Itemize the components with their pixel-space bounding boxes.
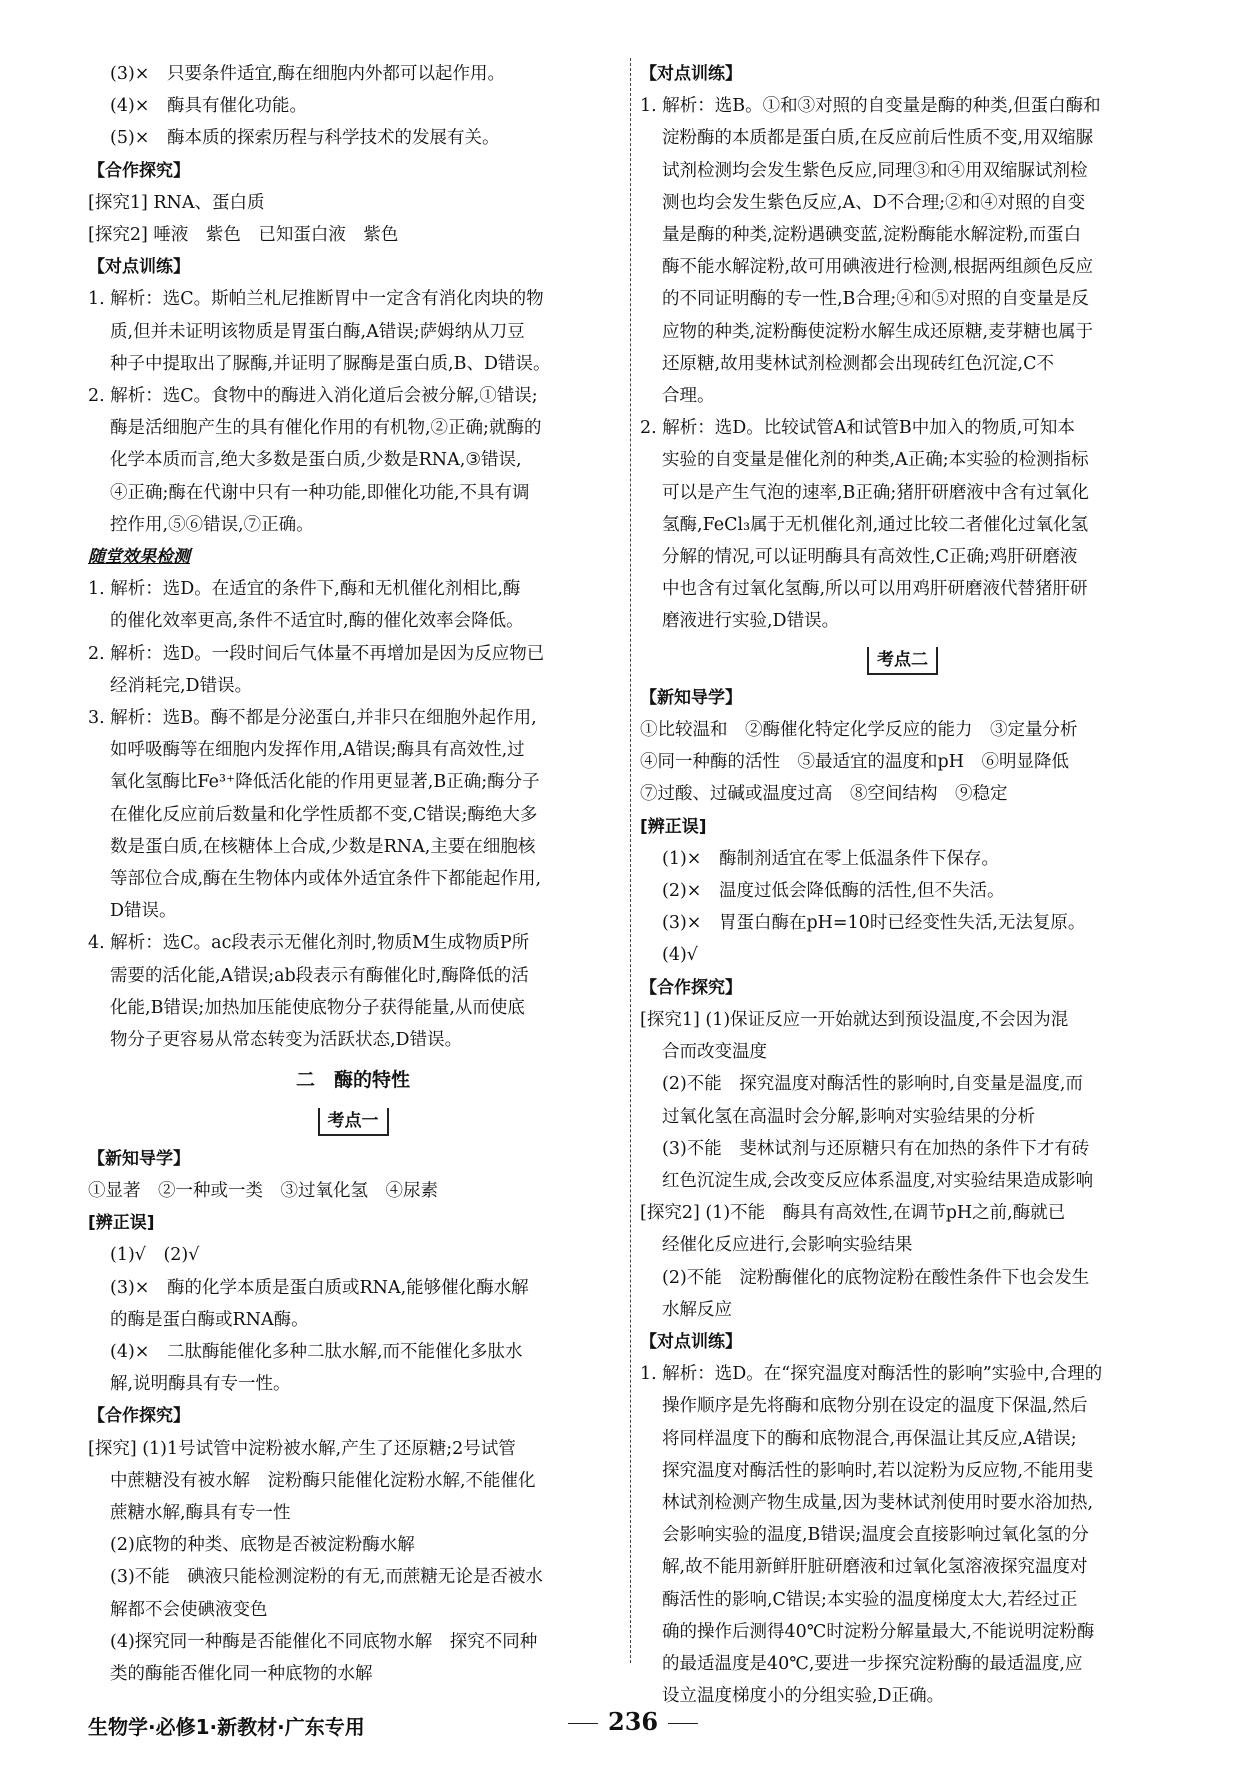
dash-left bbox=[568, 1723, 598, 1724]
left-line: 【对点训练】 bbox=[88, 257, 190, 278]
book-title: 生物学·必修1·新教材·广东专用 bbox=[88, 1715, 365, 1739]
right-line: 的不同证明酶的专一性,B合理;④和⑤对照的自变量是反 bbox=[662, 289, 1089, 310]
right-line: 1. 解析：选B。①和③对照的自变量是酶的种类,但蛋白酶和 bbox=[640, 96, 1101, 117]
right-line: 【对点训练】 bbox=[640, 64, 742, 84]
left-line: 数是蛋白质,在核糖体上合成,少数是RNA,主要在细胞核 bbox=[110, 836, 536, 857]
right-line: 淀粉酶的本质都是蛋白质,在反应前后性质不变,用双缩脲 bbox=[662, 128, 1094, 149]
left-line: [辨正误] bbox=[88, 1213, 155, 1234]
left-line: 【新知导学】 bbox=[88, 1148, 190, 1169]
left-line: 解都不会使碘液变色 bbox=[110, 1599, 268, 1620]
left-line: (4)× 二肽酶能催化多种二肽水解,而不能催化多肽水 bbox=[110, 1341, 523, 1362]
left-line: 1. 解析：选C。斯帕兰札尼推断胃中一定含有消化肉块的物 bbox=[88, 289, 544, 310]
right-line: 【新知导学】 bbox=[640, 687, 742, 708]
right-line: 操作顺序是先将酶和底物分别在设定的温度下保温,然后 bbox=[662, 1396, 1088, 1417]
left-line: [探究1] RNA、蛋白质 bbox=[88, 192, 265, 213]
left-line: 氧化氢酶比Fe³⁺降低活化能的作用更显著,B正确;酶分子 bbox=[110, 772, 540, 793]
right-line: 探究温度对酶活性的影响时,若以淀粉为反应物,不能用斐 bbox=[662, 1460, 1094, 1481]
right-line: 合而改变温度 bbox=[662, 1042, 767, 1063]
right-line: 2. 解析：选D。比较试管A和试管B中加入的物质,可知本 bbox=[640, 418, 1075, 439]
left-line: (4)× 酶具有催化功能。 bbox=[110, 96, 307, 117]
right-line: ①比较温和 ②酶催化特定化学反应的能力 ③定量分析 bbox=[640, 720, 1078, 741]
right-line: 的最适温度是40℃,要进一步探究淀粉酶的最适温度,应 bbox=[662, 1653, 1083, 1674]
left-line: 控作用,⑤⑥错误,⑦正确。 bbox=[110, 514, 314, 535]
right-line: 会影响实验的温度,B错误;温度会直接影响过氧化氢的分 bbox=[662, 1525, 1089, 1546]
right-line: 量是酶的种类,淀粉遇碘变蓝,淀粉酶能水解淀粉,而蛋白 bbox=[662, 225, 1082, 246]
left-line: (2)底物的种类、底物是否被淀粉酶水解 bbox=[110, 1535, 415, 1556]
left-line: 2. 解析：选C。食物中的酶进入消化道后会被分解,①错误; bbox=[88, 386, 538, 407]
left-line: 的酶是蛋白酶或RNA酶。 bbox=[110, 1309, 309, 1330]
right-line: [辨正误] bbox=[640, 816, 707, 837]
left-line: 4. 解析：选C。ac段表示无催化剂时,物质M生成物质P所 bbox=[88, 933, 530, 954]
right-line: (4)√ bbox=[662, 945, 698, 966]
page-number-wrap bbox=[558, 1707, 708, 1736]
right-line: [探究1] (1)保证反应一开始就达到预设温度,不会因为混 bbox=[640, 1009, 1069, 1030]
left-line: 经消耗完,D错误。 bbox=[110, 675, 253, 696]
left-line: 3. 解析：选B。酶不都是分泌蛋白,并非只在细胞外起作用, bbox=[88, 708, 537, 729]
left-line: D错误。 bbox=[110, 901, 177, 922]
right-line: 水解反应 bbox=[662, 1299, 732, 1320]
right-line: (1)× 酶制剂适宜在零上低温条件下保存。 bbox=[662, 848, 999, 869]
right-line: 测也均会发生紫色反应,A、D不合理;②和④对照的自变 bbox=[662, 192, 1086, 213]
right-line: 中也含有过氧化氢酶,所以可以用鸡肝研磨液代替猪肝研 bbox=[662, 579, 1088, 600]
left-line: (3)× 酶的化学本质是蛋白质或RNA,能够催化酶水解 bbox=[110, 1277, 529, 1298]
left-line: (5)× 酶本质的探索历程与科学技术的发展有关。 bbox=[110, 128, 500, 149]
left-column bbox=[88, 58, 618, 1690]
right-line: 解,故不能用新鲜肝脏研磨液和过氧化氢溶液探究温度对 bbox=[662, 1557, 1088, 1578]
right-line: (2)× 温度过低会降低酶的活性,但不失活。 bbox=[662, 881, 1005, 902]
right-line: 将同样温度下的酶和底物混合,再保温让其反应,A错误; bbox=[662, 1428, 1077, 1449]
page-number: 236 bbox=[608, 1707, 659, 1736]
right-line: 磨液进行实验,D错误。 bbox=[662, 611, 840, 632]
column-divider bbox=[630, 58, 631, 1663]
left-line: [探究2] 唾液 紫色 已知蛋白液 紫色 bbox=[88, 225, 399, 246]
right-line bbox=[640, 644, 1165, 676]
right-line: (2)不能 淀粉酶催化的底物淀粉在酸性条件下也会发生 bbox=[662, 1267, 1090, 1288]
right-line: 试剂检测均会发生紫色反应,同理③和④用双缩脲试剂检 bbox=[662, 160, 1088, 181]
left-line: 种子中提取出了脲酶,并证明了脲酶是蛋白质,B、D错误。 bbox=[110, 353, 551, 374]
left-line: 等部位合成,酶在生物体内或体外适宜条件下都能起作用, bbox=[110, 869, 542, 890]
right-line: 实验的自变量是催化剂的种类,A正确;本实验的检测指标 bbox=[662, 450, 1089, 471]
left-line: ①显著 ②一种或一类 ③过氧化氢 ④尿素 bbox=[88, 1180, 438, 1201]
right-line: 确的操作后测得40℃时淀粉分解量最大,不能说明淀粉酶 bbox=[662, 1621, 1095, 1642]
left-line: 2. 解析：选D。一段时间后气体量不再增加是因为反应物已 bbox=[88, 643, 545, 664]
left-line: 二 酶的特性 bbox=[295, 1069, 410, 1092]
left-line: 物分子更容易从常态转变为活跃状态,D错误。 bbox=[110, 1030, 463, 1051]
right-line: 分解的情况,可以证明酶具有高效性,C正确;鸡肝研磨液 bbox=[662, 547, 1078, 568]
right-line: [探究2] (1)不能 酶具有高效性,在调节pH之前,酶就已 bbox=[640, 1203, 1066, 1224]
right-line: ⑦过酸、过碱或温度过高 ⑧空间结构 ⑨稳定 bbox=[640, 784, 1008, 805]
left-line: 在催化反应前后数量和化学性质都不变,C错误;酶绝大多 bbox=[110, 804, 538, 825]
left-line: ④正确;酶在代谢中只有一种功能,即催化功能,不具有调 bbox=[110, 482, 530, 503]
right-line: ④同一种酶的活性 ⑤最适宜的温度和pH ⑥明显降低 bbox=[640, 752, 1069, 773]
left-line: [探究] (1)1号试管中淀粉被水解,产生了还原糖;2号试管 bbox=[88, 1438, 516, 1459]
left-line: 化能,B错误;加热加压能使底物分子获得能量,从而使底 bbox=[110, 997, 525, 1018]
right-column bbox=[640, 58, 1165, 1712]
right-line: 酶活性的影响,C错误;本实验的温度梯度太大,若经过正 bbox=[662, 1589, 1078, 1610]
dash-right bbox=[668, 1723, 698, 1724]
left-line: 化学本质而言,绝大多数是蛋白质,少数是RNA,③错误, bbox=[110, 450, 522, 471]
left-line: 如呼吸酶等在细胞内发挥作用,A错误;酶具有高效性,过 bbox=[110, 740, 525, 761]
right-line: (3)不能 斐林试剂与还原糖只有在加热的条件下才有砖 bbox=[662, 1138, 1090, 1159]
left-line: 中蔗糖没有被水解 淀粉酶只能催化淀粉水解,不能催化 bbox=[110, 1470, 536, 1491]
left-line: 的催化效率更高,条件不适宜时,酶的催化效率会降低。 bbox=[110, 611, 524, 632]
right-line: 林试剂检测产物生成量,因为斐林试剂使用时要水浴加热, bbox=[662, 1492, 1094, 1513]
page-footer bbox=[88, 1705, 1168, 1745]
right-line: 酶不能水解淀粉,故可用碘液进行检测,根据两组颜色反应 bbox=[662, 257, 1094, 278]
right-line: 过氧化氢在高温时会分解,影响对实验结果的分析 bbox=[662, 1106, 1036, 1127]
right-line: 设立温度梯度小的分组实验,D正确。 bbox=[662, 1686, 945, 1707]
left-line: 类的酶能否催化同一种底物的水解 bbox=[110, 1663, 373, 1684]
right-line: 经催化反应进行,会影响实验结果 bbox=[662, 1235, 913, 1256]
left-line: (4)探究同一种酶是否能催化不同底物水解 探究不同种 bbox=[110, 1631, 538, 1652]
left-line: (3)不能 碘液只能检测淀粉的有无,而蔗糖无论是否被水 bbox=[110, 1567, 543, 1588]
left-line: (3)× 只要条件适宜,酶在细胞内外都可以起作用。 bbox=[110, 64, 506, 84]
left-line: (1)√ (2)√ bbox=[110, 1245, 200, 1266]
left-line: 需要的活化能,A错误;ab段表示有酶催化时,酶降低的活 bbox=[110, 965, 529, 986]
right-line: (3)× 胃蛋白酶在pH=10时已经变性失活,无法复原。 bbox=[662, 913, 1086, 934]
right-line: 1. 解析：选D。在“探究温度对酶活性的影响”实验中,合理的 bbox=[640, 1364, 1103, 1385]
section-marker: 考点二 bbox=[867, 647, 938, 675]
right-line: 【对点训练】 bbox=[640, 1331, 742, 1352]
right-line: 应物的种类,淀粉酶使淀粉水解生成还原糖,麦芽糖也属于 bbox=[662, 321, 1094, 342]
left-line: 酶是活细胞产生的具有催化作用的有机物,②正确;就酶的 bbox=[110, 418, 542, 439]
right-line: 还原糖,故用斐林试剂检测都会出现砖红色沉淀,C不 bbox=[662, 353, 1055, 374]
left-line: 1. 解析：选D。在适宜的条件下,酶和无机催化剂相比,酶 bbox=[88, 579, 521, 600]
right-line: 氢酶,FeCl₃属于无机催化剂,通过比较二者催化过氧化氢 bbox=[662, 514, 1089, 535]
left-line: 随堂效果检测 bbox=[88, 547, 190, 568]
left-line: 【合作探究】 bbox=[88, 1406, 190, 1427]
section-marker: 考点一 bbox=[318, 1108, 389, 1136]
left-line: 质,但并未证明该物质是胃蛋白酶,A错误;萨姆纳从刀豆 bbox=[110, 321, 525, 342]
right-line: 【合作探究】 bbox=[640, 977, 742, 998]
right-line: 合理。 bbox=[662, 386, 715, 407]
left-line: 蔗糖水解,酶具有专一性 bbox=[110, 1502, 291, 1523]
right-line: 可以是产生气泡的速率,B正确;猪肝研磨液中含有过氧化 bbox=[662, 482, 1089, 503]
left-line: 解,说明酶具有专一性。 bbox=[110, 1374, 291, 1395]
right-line: 红色沉淀生成,会改变反应体系温度,对实验结果造成影响 bbox=[662, 1170, 1094, 1191]
left-line: 【合作探究】 bbox=[88, 160, 190, 181]
right-line: (2)不能 探究温度对酶活性的影响时,自变量是温度,而 bbox=[662, 1074, 1083, 1095]
left-line bbox=[88, 1105, 618, 1137]
